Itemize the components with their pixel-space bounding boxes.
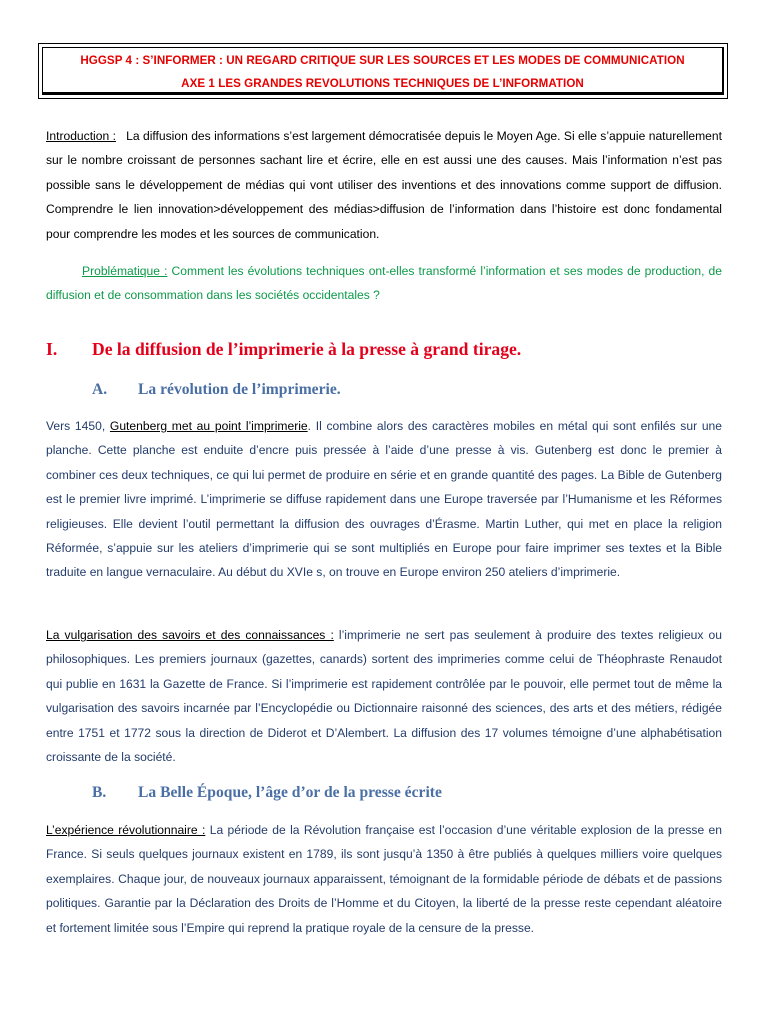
problematique-paragraph xyxy=(46,259,722,308)
introduction-lead: Introduction : xyxy=(46,129,116,143)
paragraph-gutenberg xyxy=(46,414,722,585)
subsection-title-a: La révolution de l’imprimerie. xyxy=(138,381,341,398)
subsection-heading-a xyxy=(92,381,341,399)
header-box-inner xyxy=(42,47,724,95)
subsection-title-b: La Belle Époque, l’âge d’or de la presse écrite xyxy=(138,784,442,801)
problematique-lead: Problématique : xyxy=(82,264,168,278)
subsection-letter-b: B. xyxy=(92,784,107,801)
paragraph-gutenberg-start: Vers 1450, xyxy=(46,419,110,433)
subsection-letter-a: A. xyxy=(92,381,108,398)
problematique-text: Comment les évolutions techniques ont-elles transformé l’information et ses modes de production, de diffusion et de consommation dans les sociétés occidentales ? xyxy=(46,264,722,303)
paragraph-revolution-lead: L’expérience révolutionnaire : xyxy=(46,823,206,837)
introduction-paragraph xyxy=(46,124,722,246)
paragraph-revolution xyxy=(46,818,722,940)
paragraph-revolution-text: La période de la Révolution française est l’occasion d’une véritable explosion de la presse en France. Si seuls quelques journaux existent en 1789, ils sont jusqu’à 1350 à être publiés à quelques milliers voire quelques exemplaires. Chaque jour, de nouveaux journaux apparaissent, témoignant de la formidable période de débats et de passions politiques. Garantie par la Déclaration des Droits de l’Homme et du Citoyen, la liberté de la presse reste cependant aléatoire et fortement limitée sous l’Empire qui reprend la pratique royale de la censure de la presse. xyxy=(46,823,722,935)
paragraph-vulgarisation xyxy=(46,623,722,769)
paragraph-vulgarisation-lead: La vulgarisation des savoirs et des connaissances : xyxy=(46,628,334,642)
paragraph-vulgarisation-text: l’imprimerie ne sert pas seulement à produire des textes religieux ou philosophiques. Les premiers journaux (gazettes, canards) sortent des imprimeries comme celui de Théophraste Renaudot qui publie en 1631 la Gazette de France. Si l’imprimerie est rapidement contrôlée par le pouvoir, elle permet tout de même la vulgarisation des savoirs incarnée par l’Encyclopédie ou Dictionnaire raisonné des sciences, des arts et des métiers, rédigée entre 1751 et 1772 sous la direction de Diderot et D’Alembert. La diffusion des 17 volumes témoigne d’une alphabétisation croissante de la société. xyxy=(46,628,722,765)
section-heading-1 xyxy=(46,339,521,360)
paragraph-gutenberg-text: . Il combine alors des caractères mobiles en métal qui sont enfilés sur une planche. Cette planche est enduite d’encre puis pressée à l’aide d’une presse à vis. Gutenberg est donc le premier à combiner ces deux techniques, ce qui lui permet de produire en série et en grande quantité des pages. La Bible de Gutenberg est le premier livre imprimé. L’imprimerie se diffuse rapidement dans une Europe traversée par l’Humanisme et les Réformes religieuses. Elle devient l’outil permettant la diffusion des ouvrages d’Érasme. Martin Luther, qui met en place la religion Réformée, s’appuie sur les ateliers d’imprimerie qui se sont multipliés en Europe pour faire imprimer ses textes et la Bible traduite en langue vernaculaire. Au début du XVIe s, on trouve en Europe environ 250 ateliers d’imprimerie. xyxy=(46,419,722,580)
introduction-text: La diffusion des informations s’est largement démocratisée depuis le Moyen Age. Si elle s’appuie naturellement sur le nombre croissant de personnes sachant lire et écrire, elle en est aussi une des causes. Mais l’information n’est pas possible sans le développement de médias qui vont utiliser des inventions et des innovations comme support de diffusion. Comprendre le lien innovation>développement des médias>diffusion de l’information dans l’histoire est donc fondamental pour comprendre les modes et les sources de communication. xyxy=(46,129,722,241)
header-title-line1: HGGSP 4 : S’INFORMER : UN REGARD CRITIQUE SUR LES SOURCES ET LES MODES DE COMMUNICATION xyxy=(80,54,685,67)
header-box xyxy=(38,43,728,99)
paragraph-gutenberg-lead: Gutenberg met au point l’imprimerie xyxy=(109,419,308,433)
section-title: De la diffusion de l’imprimerie à la presse à grand tirage. xyxy=(92,339,522,359)
subsection-heading-b xyxy=(92,784,442,802)
section-number: I. xyxy=(46,339,58,359)
header-title-line2: AXE 1 LES GRANDES REVOLUTIONS TECHNIQUES DE L’INFORMATION xyxy=(181,77,584,90)
